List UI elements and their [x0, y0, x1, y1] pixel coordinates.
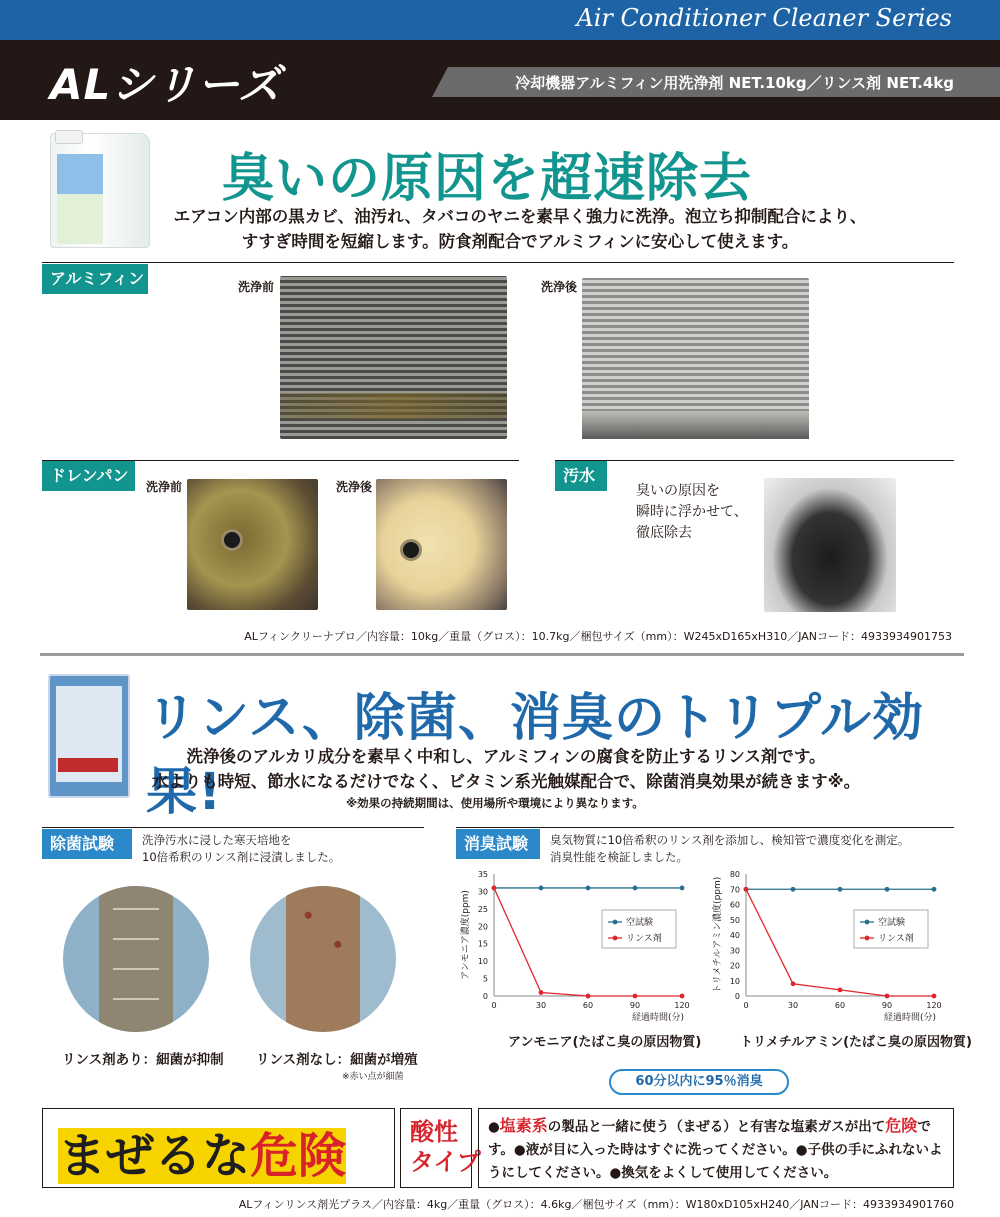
legend-label: 空試験 — [626, 918, 654, 928]
y-tick-label: 15 — [477, 939, 488, 949]
data-point-rinse — [838, 988, 843, 993]
data-point-control — [539, 886, 544, 891]
data-point-rinse — [586, 994, 591, 999]
y-axis-label: アンモニア濃度(ppm) — [461, 890, 471, 980]
data-point-rinse — [885, 994, 890, 999]
rinse-desc-line-1: 洗浄後のアルカリ成分を素早く中和し、アルミフィンの腐食を防止するリンス剤です。 — [186, 747, 826, 766]
fin-after-photo — [582, 278, 809, 439]
y-tick-label: 40 — [729, 931, 740, 940]
rinse-spec: ALフィンリンス剤光プラス／内容量：4kg／重量（グロス）：4.6kg／梱包サイズ（mm）：W180xD105xH240／JANコード：4933934901760 — [238, 1198, 954, 1211]
drain-after-photo — [376, 479, 507, 610]
y-tick-label: 35 — [477, 870, 488, 879]
dish-b-note: ※赤い点が細菌 — [342, 1072, 404, 1082]
y-tick-label: 0 — [482, 992, 488, 1001]
data-point-rinse — [680, 994, 685, 999]
y-tick-label: 0 — [734, 992, 740, 1001]
y-tick-label: 60 — [729, 900, 740, 910]
dish-b-caption: リンス剤なし：細菌が増殖 — [256, 1052, 418, 1068]
drain-hole — [221, 529, 243, 551]
data-point-rinse — [633, 994, 638, 999]
bacteria-test-desc: 洗浄汚水に浸した寒天培地を 10倍希釈のリンス剤に浸漬しました。 — [142, 833, 341, 864]
odor-test-desc: 臭気物質に10倍希釈のリンス剤を添加し、検知管で濃度変化を測定。 消臭性能を検証しました。 — [550, 833, 910, 864]
x-tick-label: 0 — [743, 1001, 749, 1010]
y-tick-label: 10 — [729, 976, 740, 986]
x-tick-label: 120 — [674, 1001, 690, 1010]
section-divider — [40, 653, 964, 656]
series-title: Air Conditioner Cleaner Series — [576, 4, 952, 32]
data-point-rinse — [744, 887, 749, 892]
rinse-note: ※効果の持続期間は、使用場所や環境により異なります。 — [346, 796, 644, 810]
x-tick-label: 60 — [582, 1001, 594, 1010]
agar-strip — [99, 886, 173, 1032]
y-tick-label: 30 — [729, 946, 740, 956]
legend-marker — [865, 936, 870, 941]
legend-label: 空試験 — [878, 918, 906, 928]
data-point-control — [633, 886, 638, 891]
mixing-warning: まぜるな危険 — [58, 1128, 347, 1184]
data-point-control — [885, 887, 890, 892]
agar-strip-bacteria — [286, 886, 360, 1032]
divider — [42, 262, 954, 263]
bottle-liquid — [57, 194, 103, 244]
cleaner-desc-line-1: エアコン内部の黒カビ、油汚れ、タバコのヤニを素早く強力に洗浄。泡立ち抑制配合により、 — [173, 207, 867, 226]
data-point-rinse — [539, 990, 544, 995]
data-point-control — [838, 887, 843, 892]
data-point-control — [586, 886, 591, 891]
y-tick-label: 30 — [477, 887, 488, 897]
drain-after-label: 洗浄後 — [336, 480, 373, 494]
cleaner-description — [170, 204, 870, 254]
trimethylamine-chart-title: トリメチルアミン(たばこ臭の原因物質) — [740, 1035, 972, 1050]
cleaner-spec: ALフィンクリーナプロ／内容量：10kg／重量（グロス）：10.7kg／梱包サイズ（mm）：W245xD165xH310／JANコード：4933934901753 — [244, 630, 952, 643]
x-tick-label: 90 — [881, 1001, 893, 1010]
rinse-desc-line-2: 水よりも時短、節水になるだけでなく、ビタミン系光触媒配合で、除菌消臭効果が続きます※。 — [151, 772, 861, 791]
rinse-bottle-image — [48, 674, 130, 798]
data-point-control — [791, 887, 796, 892]
fin-after-label: 洗浄後 — [541, 280, 578, 294]
cleaner-bottle-image — [50, 133, 150, 248]
petri-dish-without-rinse — [250, 886, 396, 1032]
bottle-label — [57, 154, 103, 194]
ammonia-chart — [456, 866, 701, 1056]
divider — [555, 460, 954, 461]
x-tick-label: 30 — [787, 1001, 799, 1010]
cleaner-desc-line-2: すすぎ時間を短縮します。防食剤配合でアルミフィンに安心して使えます。 — [241, 232, 799, 251]
waste-water-text: 臭いの原因を 瞬時に浮かせて、 徹底除去 — [636, 483, 748, 541]
drain-hole — [400, 539, 422, 561]
legend-label: リンス剤 — [878, 934, 914, 944]
y-tick-label: 80 — [729, 870, 740, 879]
aluminum-fin-tag: アルミフィン — [42, 264, 148, 294]
product-line-title: ALシリーズ — [50, 60, 282, 109]
x-axis-label: 経過時間(分) — [631, 1013, 684, 1023]
x-tick-label: 60 — [834, 1001, 846, 1010]
legend-marker — [613, 920, 618, 925]
petri-dish-with-rinse — [63, 886, 209, 1032]
rinse-description — [150, 744, 862, 794]
x-axis-label: 経過時間(分) — [883, 1013, 936, 1023]
x-tick-label: 0 — [491, 1001, 497, 1010]
data-point-rinse — [492, 886, 497, 891]
legend-label: リンス剤 — [626, 934, 662, 944]
x-tick-label: 90 — [629, 1001, 641, 1010]
hazard-label — [58, 758, 118, 772]
data-point-rinse — [791, 981, 796, 986]
data-point-rinse — [932, 994, 937, 999]
data-point-control — [932, 887, 937, 892]
x-tick-label: 30 — [535, 1001, 547, 1010]
y-axis-label: トリメチルアミン濃度(ppm) — [713, 876, 723, 994]
drain-before-label: 洗浄前 — [146, 480, 183, 494]
bacteria-test-tag: 除菌試験 — [42, 829, 132, 859]
y-tick-label: 20 — [729, 961, 740, 971]
fin-before-photo — [280, 276, 507, 439]
bottle-cap — [55, 130, 83, 144]
caution-text: ●塩素系の製品と一緒に使う（まぜる）と有害な塩素ガスが出て危険です。●液が目に入った時はすぐに洗ってください。●子供の手にふれないようにしてください。●換気をよくして使用してください。 — [488, 1116, 943, 1181]
cleaner-headline: 臭いの原因を超速除去 — [222, 149, 753, 209]
dish-a-caption: リンス剤あり：細菌が抑制 — [62, 1052, 224, 1068]
drain-pan-tag: ドレンパン — [42, 461, 135, 491]
subtitle: 冷却機器アルミフィン用洗浄剤 NET.10kg／リンス剤 NET.4kg — [515, 74, 954, 92]
drain-before-photo — [187, 479, 318, 610]
y-tick-label: 25 — [477, 904, 488, 914]
waste-water-photo — [764, 478, 896, 612]
odor-test-tag: 消臭試験 — [456, 829, 540, 859]
x-tick-label: 120 — [926, 1001, 942, 1010]
y-tick-label: 10 — [477, 957, 488, 967]
rinse-headline: リンス、除菌、消臭のトリプル効果! — [146, 689, 924, 822]
trimethylamine-chart — [708, 866, 956, 1056]
waste-water-tag: 汚水 — [555, 461, 607, 491]
y-tick-label: 70 — [729, 885, 740, 895]
legend-marker — [613, 936, 618, 941]
y-tick-label: 5 — [482, 974, 488, 984]
deodorize-badge: 60分以内に95％消臭 — [609, 1069, 789, 1095]
acid-type-label: 酸性 タイプ — [410, 1118, 481, 1176]
y-tick-label: 20 — [477, 922, 488, 932]
legend-marker — [865, 920, 870, 925]
fin-before-label: 洗浄前 — [238, 280, 275, 294]
data-point-control — [680, 886, 685, 891]
ammonia-chart-title: アンモニア(たばこ臭の原因物質) — [508, 1035, 702, 1050]
divider — [456, 827, 954, 828]
y-tick-label: 50 — [729, 915, 740, 925]
divider — [42, 827, 424, 828]
